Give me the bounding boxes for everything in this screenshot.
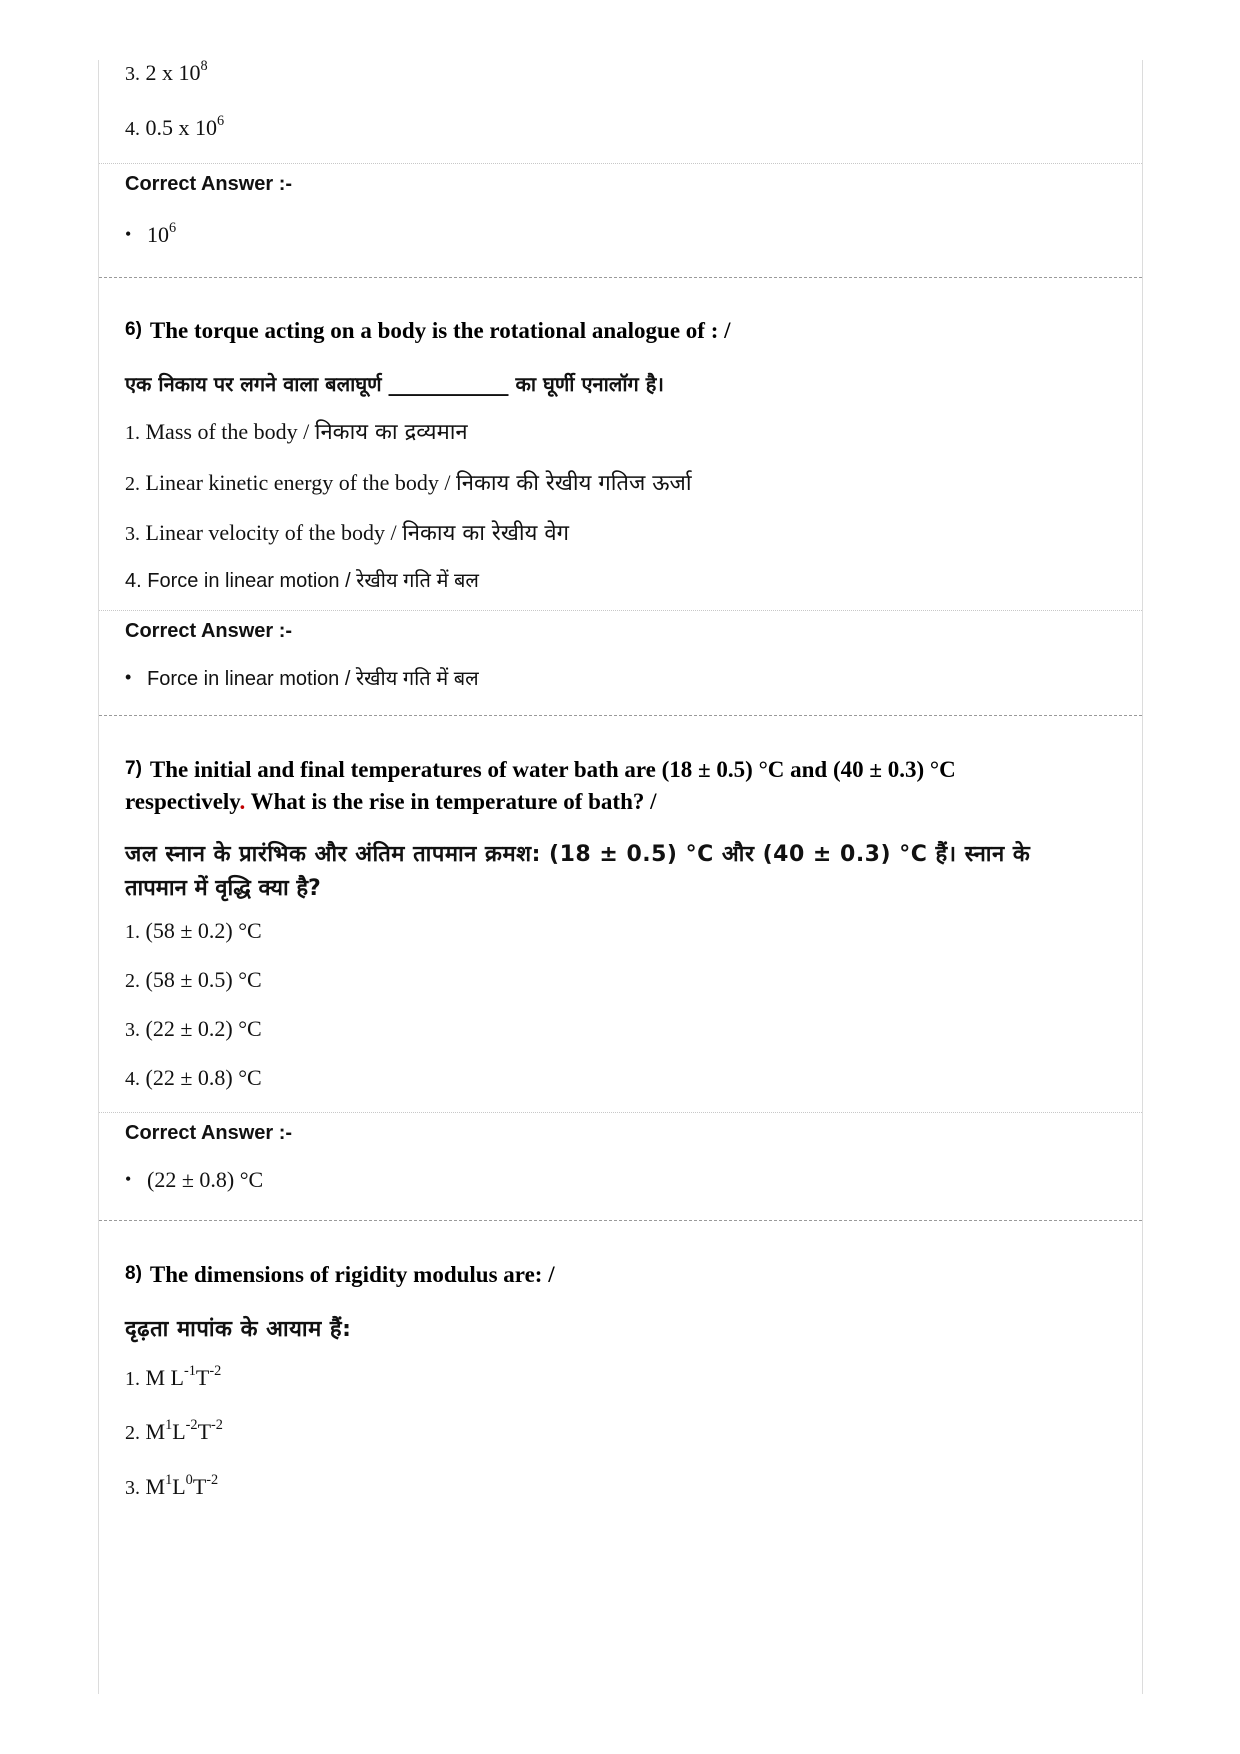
- q6-option-3: 3. Linear velocity of the body / निकाय का रेखीय वेग: [125, 520, 569, 546]
- correct-answer-label: Correct Answer :-: [125, 620, 293, 642]
- bullet-icon: •: [125, 224, 132, 244]
- correct-answer: • $10^6$: [125, 220, 177, 247]
- question-number: 8): [125, 1263, 142, 1284]
- question-separator: [99, 277, 1142, 278]
- q7-question-en-line1: 7) The initial and final temperatures of water bath are (18 ± 0.5) °C and (40 ± 0.3) °C: [125, 757, 956, 782]
- q8-question-en: 8) The dimensions of rigidity modulus are: /: [125, 1262, 555, 1287]
- correct-answer-label: Correct Answer :-: [125, 1122, 293, 1144]
- q5-option-4: 4. 0.5 x $10^6$: [125, 113, 225, 140]
- q8-question-hi: दृढ़ता मापांक के आयाम हैं:: [125, 1317, 352, 1342]
- q6-question-en: 6) The torque acting on a body is the rotational analogue of : /: [125, 318, 731, 343]
- q6-question-hi: एक निकाय पर लगने वाला बलाघूर्ण ____________ का घूर्णी एनालॉग है।: [125, 372, 664, 396]
- question-separator: [99, 715, 1142, 716]
- q6-option-1: 1. Mass of the body / निकाय का द्रव्यमान: [125, 419, 468, 445]
- question-separator: [99, 1220, 1142, 1221]
- q7-option-4: 4. (22 ± 0.8) °C: [125, 1065, 262, 1090]
- q7-option-1: 1. (58 ± 0.2) °C: [125, 918, 262, 943]
- q5-option-3: 3. 2 x $10^8$: [125, 58, 208, 85]
- correct-answer: • Force in linear motion / रेखीय गति में बल: [125, 667, 479, 690]
- correct-answer-label: Correct Answer :-: [125, 173, 293, 195]
- q6-option-2: 2. Linear kinetic energy of the body / निकाय की रेखीय गतिज ऊर्जा: [125, 470, 692, 496]
- divider: [99, 610, 1142, 611]
- correct-answer: • (22 ± 0.8) °C: [125, 1167, 264, 1192]
- q6-option-4: 4. Force in linear motion / रेखीय गति में बल: [125, 570, 479, 592]
- q7-option-2: 2. (58 ± 0.5) °C: [125, 967, 262, 992]
- q8-option-3: 3. $M^1L^0T^{-2}$: [125, 1472, 219, 1499]
- q7-question-hi-line1: जल स्नान के प्रारंभिक और अंतिम तापमान क्रमश: (18 ± 0.5) °C और (40 ± 0.3) °C हैं। स्नान के: [125, 842, 1031, 867]
- divider: [99, 1112, 1142, 1113]
- q8-option-1: 1. M $L^{-1}T^{-2}$: [125, 1363, 222, 1390]
- question-number: 6): [125, 319, 142, 340]
- question-paper-page: [98, 60, 1143, 1694]
- q7-option-3: 3. (22 ± 0.2) °C: [125, 1016, 262, 1041]
- divider: [99, 163, 1142, 164]
- q8-option-2: 2. $M^1L^{-2}T^{-2}$: [125, 1417, 223, 1444]
- q7-question-hi-line2: तापमान में वृद्धि क्या है?: [125, 876, 321, 901]
- q7-question-en-line2: respectively. What is the rise in temperature of bath? /: [125, 789, 657, 814]
- bullet-icon: •: [125, 667, 132, 687]
- bullet-icon: •: [125, 1169, 132, 1189]
- question-number: 7): [125, 758, 142, 779]
